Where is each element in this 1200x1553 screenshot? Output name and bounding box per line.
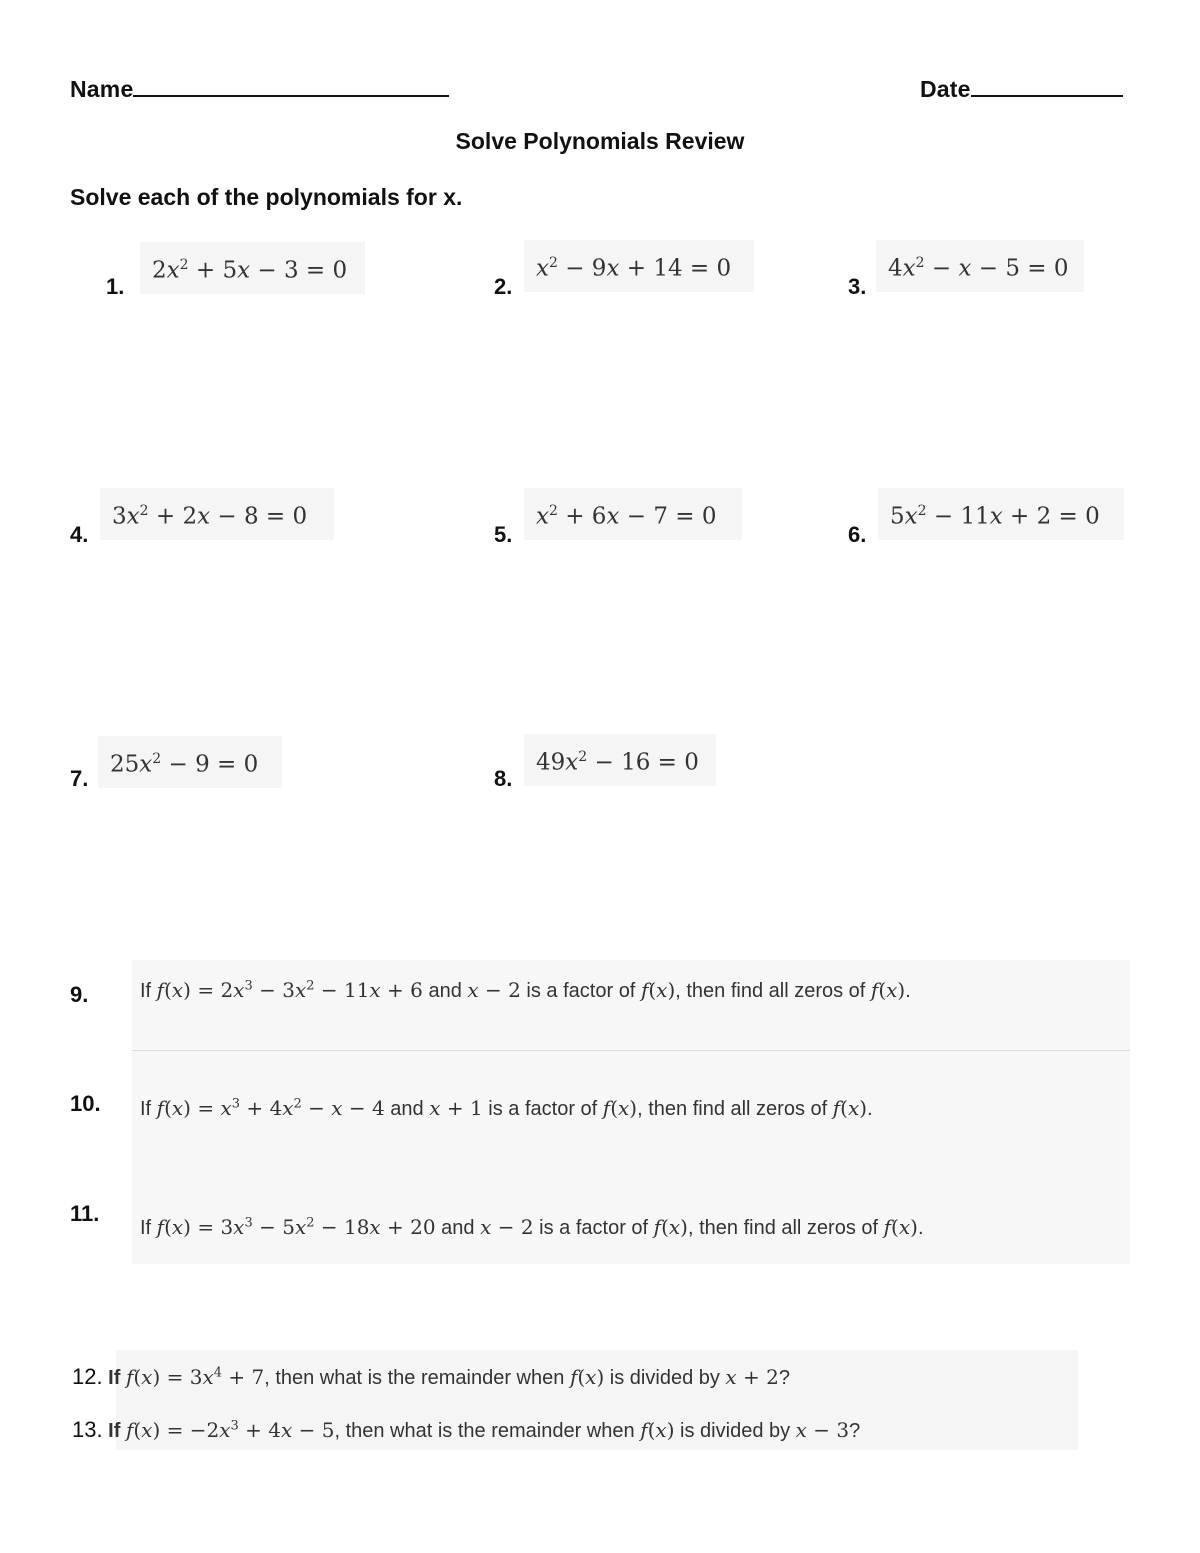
problem-text: If $f(x) = 3x^3 - 5x^2 - 18x + 20$ and x − 2 is a factor of f(x), then find all zeros of f(x). [140, 1215, 924, 1239]
problem-13: 13. If $f(x) = -2x^3 + 4x - 5$, then what is the remainder when f(x) is divided by x − 3? [72, 1417, 861, 1442]
instructions: Solve each of the polynomials for x. [70, 184, 463, 210]
problem-number: 9. [70, 982, 89, 1007]
problem-equation: $x^2 + 6x - 7 = 0$ [524, 488, 742, 540]
name-blank-line[interactable] [133, 77, 449, 97]
problem-number: 10. [70, 1091, 101, 1116]
problem-number: 4. [70, 522, 89, 547]
problem-equation: $5x^2 - 11x + 2 = 0$ [878, 488, 1124, 540]
problem-number: 1. [106, 274, 125, 299]
problem-number: 13. [72, 1417, 103, 1442]
page-title: Solve Polynomials Review [455, 128, 745, 154]
problem-number: 12. [72, 1364, 103, 1389]
date-field [920, 76, 1123, 103]
problem-number: 5. [494, 522, 513, 547]
date-blank-line[interactable] [971, 77, 1123, 97]
problem-text: If $f(x) = x^3 + 4x^2 - x - 4$ and x + 1 is a factor of f(x), then find all zeros of f(x). [140, 1096, 873, 1120]
problem-12: 12. If $f(x) = 3x^4 + 7$, then what is the remainder when f(x) is divided by x + 2? [72, 1364, 791, 1389]
problem-number: 2. [494, 274, 513, 299]
problem-text: If $f(x) = 2x^3 - 3x^2 - 11x + 6$ and x − 2 is a factor of f(x), then find all zeros of f(x). [140, 978, 911, 1002]
problem-equation: $25x^2 - 9 = 0$ [98, 736, 282, 788]
problem-equation: $49x^2 - 16 = 0$ [524, 734, 716, 786]
problem-number: 7. [70, 766, 89, 791]
problem-equation: $2x^2 + 5x - 3 = 0$ [140, 242, 365, 294]
name-label: Name [70, 76, 134, 102]
problem-equation: $x^2 - 9x + 14 = 0$ [524, 240, 754, 292]
problem-number: 11. [70, 1201, 100, 1226]
problem-9-panel [132, 960, 1130, 1050]
problem-equation: $3x^2 + 2x - 8 = 0$ [100, 488, 334, 540]
problem-number: 8. [494, 766, 513, 791]
problem-number: 6. [848, 522, 867, 547]
problem-equation: $4x^2 - x - 5 = 0$ [876, 240, 1084, 292]
problem-number: 3. [848, 274, 867, 299]
date-label: Date [920, 76, 971, 102]
name-field [70, 76, 449, 103]
